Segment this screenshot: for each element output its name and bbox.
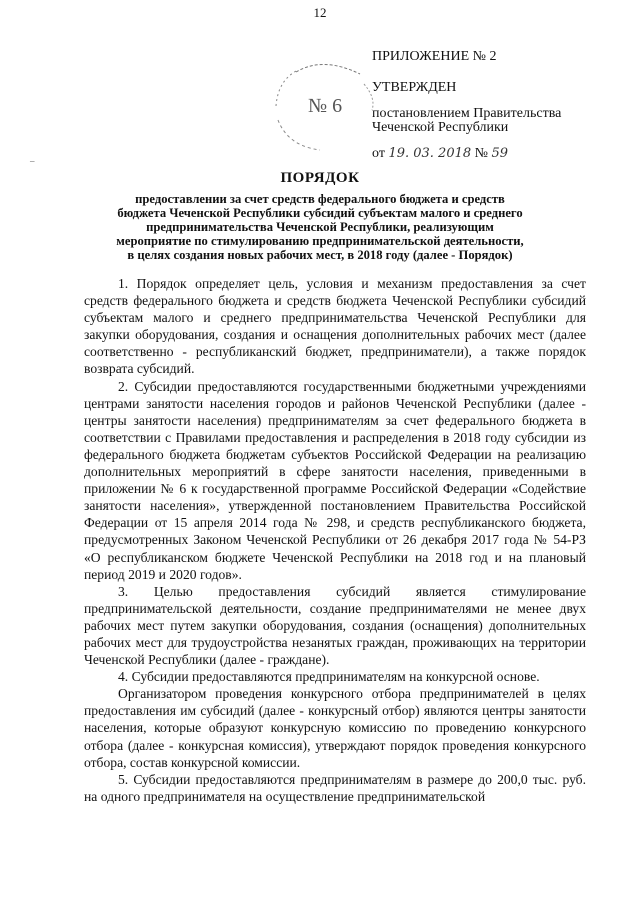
decree-date: 19. 03. 2018 <box>388 146 472 161</box>
subtitle-line: мероприятие по стимулированию предпринимательской деятельности, <box>116 234 524 248</box>
appendix-label: ПРИЛОЖЕНИЕ № 2 <box>372 49 497 64</box>
approved-by-line-1: постановлением Правительства <box>372 106 562 121</box>
approved-by-line-2: Чеченской Республики <box>372 120 509 135</box>
approval-block <box>372 48 622 162</box>
stamp-number: № 6 <box>308 95 343 117</box>
subtitle-line: бюджета Чеченской Республики субсидий субъектам малого и среднего <box>117 206 523 220</box>
subtitle-line: предпринимательства Чеченской Республики, реализующим <box>146 220 494 234</box>
paragraph-5: 5. Субсидии предоставляются предпринимателям в размере до 200,0 тыс. руб. на одного предпринимателя на осуществление предпринимательской <box>84 771 586 804</box>
number-prefix: № <box>474 146 488 161</box>
paragraph-4: 4. Субсидии предоставляются предпринимателям на конкурсной основе. <box>118 669 540 685</box>
subtitle-line: в целях создания новых рабочих мест, в 2018 году (далее - Порядок) <box>127 248 513 262</box>
paragraph-1: 1. Порядок определяет цель, условия и механизм предоставления за счет средств федерального бюджета и средств бюджета Чеченской Республики субсидий субъектам малого и среднего предпринимательства Чеченской Республики для закупки оборудования, создания и оснащения дополнительных рабочих мест (далее соответственно - республиканский бюджет, предприниматели), а также порядок возврата субсидий. <box>84 276 586 377</box>
margin-mark: – <box>30 156 35 166</box>
decree-number: 59 <box>491 146 509 161</box>
approved-label: УТВЕРЖДЕН <box>372 80 457 95</box>
page-number: 12 <box>313 5 327 20</box>
paragraph-3: 3. Целью предоставления субсидий является стимулирование предпринимательской деятельности, создание предпринимателями не менее двух рабочих мест путем закупки оборудования, создания (оснащения) дополнительных рабочих мест для трудоустройства незанятых граждан, проживающих на территории Чеченской Республики (далее - граждане). <box>84 583 586 668</box>
decree-date-line <box>372 145 622 162</box>
paragraph-4-continued: Организатором проведения конкурсного отбора предпринимателей в целях предоставления им субсидий (далее - конкурсный отбор) являются центры занятости населения, которые образуют конкурсную комиссию по проведению конкурсного отбора (далее - конкурсная комиссия), утверждают порядок проведения конкурсного отбора, состав конкурсной комиссии. <box>84 686 586 770</box>
document-title: ПОРЯДОК <box>280 170 360 186</box>
official-stamp <box>268 58 380 158</box>
paragraph-2: 2. Субсидии предоставляются государственными бюджетными учреждениями центрами занятости населения городов и районов Чеченской Республики (далее - центры занятости населения) предпринимателям за счет федерального бюджета в соответствии с Правилами предоставления и распределения в 2018 году субсидии из федерального бюджета бюджетам субъектов Российской Федерации на реализацию дополнительных мероприятий в сфере занятости населения, приведенными в приложении № 6 к государственной программе Российской Федерации «Содействие занятости населения», утвержденной постановлением Правительства Российской Федерации от 15 апреля 2014 года № 298, и средств республиканского бюджета, предусмотренных Законом Чеченской Республики от 26 декабря 2017 года № 54-РЗ «О республиканском бюджете Чеченской Республики на 2018 год и на плановый период 2019 и 2020 годов». <box>84 378 586 582</box>
from-prefix: от <box>372 146 385 161</box>
document-body <box>84 275 586 805</box>
subtitle-line: предоставлении за счет средств федерального бюджета и средств <box>135 192 505 206</box>
document-subtitle <box>60 192 580 262</box>
